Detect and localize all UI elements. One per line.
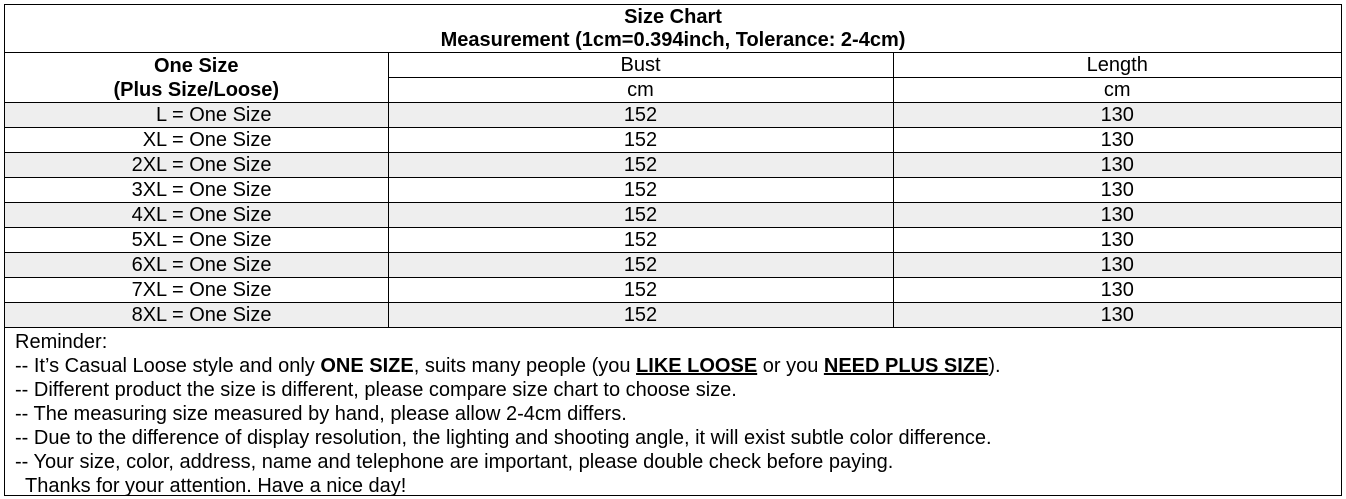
reminder-line-2: -- Different product the size is different, please compare size chart to choose size. — [15, 379, 737, 401]
size-header-line1: One Size — [154, 54, 239, 77]
bust-cell: 152 — [388, 178, 893, 203]
size-cell: 6XL = One Size — [5, 253, 388, 278]
length-cell: 130 — [893, 128, 1341, 153]
length-cell: 130 — [893, 203, 1341, 228]
table-row — [5, 128, 1341, 153]
length-cell: 130 — [893, 153, 1341, 178]
size-chart — [4, 4, 1342, 496]
length-cell: 130 — [893, 178, 1341, 203]
length-cell: 130 — [893, 103, 1341, 128]
size-header-line2: (Plus Size/Loose) — [113, 78, 280, 101]
length-column-header: Length — [893, 53, 1341, 78]
reminder-section — [5, 328, 1341, 498]
length-cell: 130 — [893, 303, 1341, 328]
size-cell: L = One Size — [5, 103, 388, 128]
chart-header — [5, 5, 1341, 53]
reminder-text: ). — [988, 355, 1001, 377]
length-unit: cm — [893, 78, 1341, 103]
length-cell: 130 — [893, 253, 1341, 278]
size-cell: 4XL = One Size — [5, 203, 388, 228]
length-cell: 130 — [893, 228, 1341, 253]
like-loose-emphasis: LIKE LOOSE — [636, 355, 758, 377]
length-cell: 130 — [893, 278, 1341, 303]
bust-cell: 152 — [388, 203, 893, 228]
table-row — [5, 178, 1341, 203]
bust-cell: 152 — [388, 303, 893, 328]
chart-title: Size Chart — [624, 6, 722, 28]
reminder-line-3: -- The measuring size measured by hand, please allow 2-4cm differs. — [15, 403, 627, 425]
bust-cell: 152 — [388, 153, 893, 178]
thanks-line: Thanks for your attention. Have a nice day! — [25, 475, 407, 497]
size-cell: 3XL = One Size — [5, 178, 388, 203]
bust-cell: 152 — [388, 103, 893, 128]
reminder-line-1 — [15, 354, 1341, 378]
size-cell: 8XL = One Size — [5, 303, 388, 328]
reminder-text: -- It’s Casual Loose style and only — [15, 355, 321, 377]
chart-subtitle: Measurement (1cm=0.394inch, Tolerance: 2-4cm) — [440, 29, 906, 51]
size-column-header — [5, 53, 388, 103]
size-cell: XL = One Size — [5, 128, 388, 153]
bust-cell: 152 — [388, 128, 893, 153]
reminder-line-5: -- Your size, color, address, name and telephone are important, please double check before paying. — [15, 451, 894, 473]
reminder-line-4: -- Due to the difference of display resolution, the lighting and shooting angle, it will exist subtle color difference. — [15, 427, 992, 449]
size-cell: 5XL = One Size — [5, 228, 388, 253]
size-cell: 2XL = One Size — [5, 153, 388, 178]
table-row — [5, 153, 1341, 178]
reminder-heading: Reminder: — [15, 331, 108, 353]
bust-cell: 152 — [388, 253, 893, 278]
size-cell: 7XL = One Size — [5, 278, 388, 303]
bust-cell: 152 — [388, 278, 893, 303]
reminder-text: or you — [757, 355, 824, 377]
need-plus-size-emphasis: NEED PLUS SIZE — [823, 355, 989, 377]
size-table — [5, 53, 1341, 328]
table-row — [5, 278, 1341, 303]
table-row — [5, 203, 1341, 228]
reminder-text: , suits many people (you — [413, 355, 637, 377]
table-row — [5, 228, 1341, 253]
table-row — [5, 253, 1341, 278]
bust-column-header: Bust — [388, 53, 893, 78]
table-row — [5, 103, 1341, 128]
header-row — [5, 53, 1341, 78]
table-row — [5, 303, 1341, 328]
one-size-emphasis: ONE SIZE — [320, 355, 414, 377]
bust-unit: cm — [388, 78, 893, 103]
bust-cell: 152 — [388, 228, 893, 253]
